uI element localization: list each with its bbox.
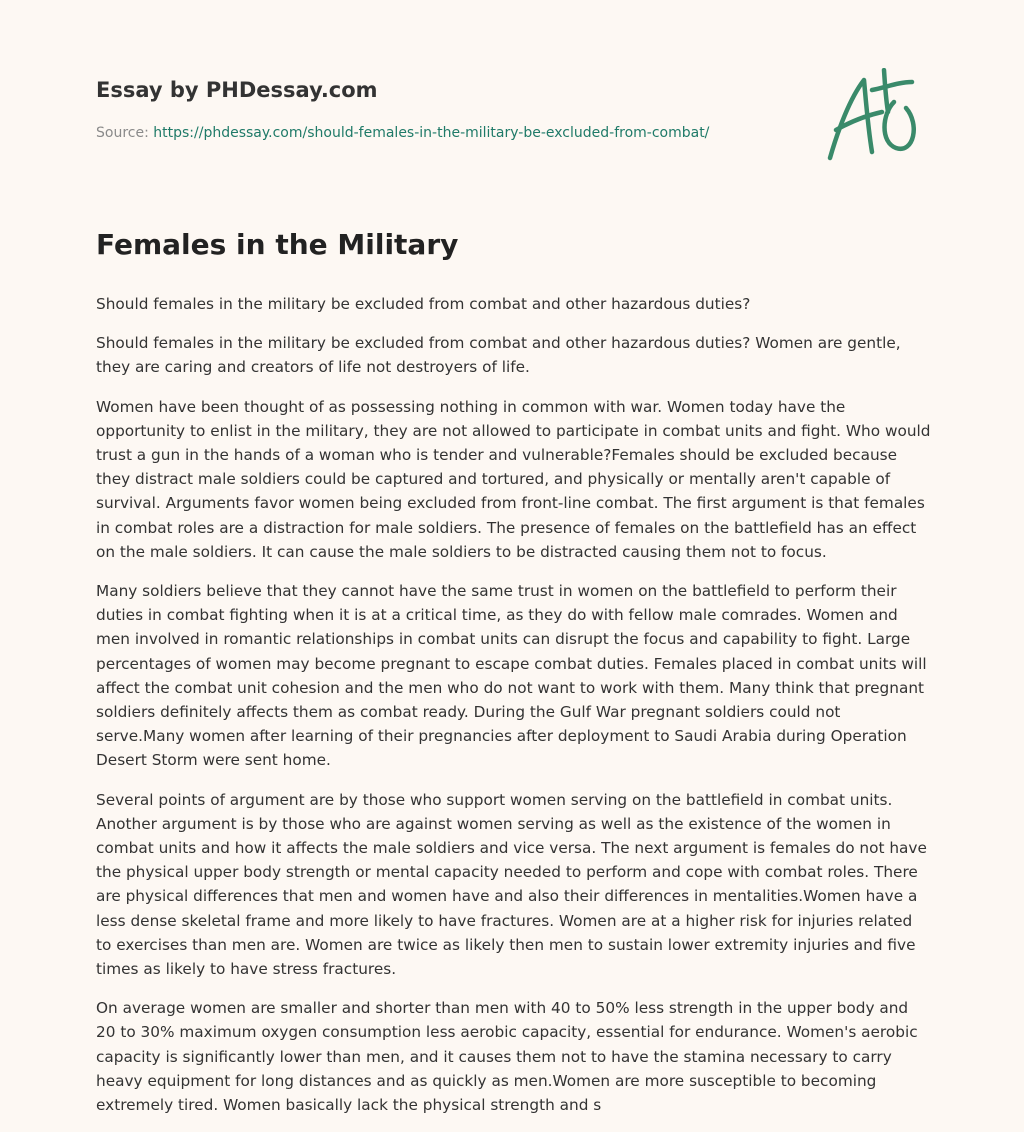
source-link[interactable]: https://phdessay.com/should-females-in-the-military-be-excluded-from-combat/ bbox=[153, 125, 710, 141]
essay-paragraph: Women have been thought of as possessing nothing in common with war. Women today have the opportunity to enlist in the military, they are not allowed to participate in combat units and fight. Who would trust a gun in the hands of a woman who is tender and vulnerable?Females should be excluded because they distract male soldiers could be captured and tortured, and physically or mentally aren't capable of survival. Arguments favor women being excluded from front-line combat. The first argument is that females in combat roles are a distraction for male soldiers. The presence of females on the battlefield has an effect on the male soldiers. It can cause the male soldiers to be distracted causing them not to focus. bbox=[96, 397, 931, 561]
essay-paragraph: Many soldiers believe that they cannot have the same trust in women on the battlefield to perform their duties in combat fighting when it is at a critical time, as they do with fellow male comrades. Women and men involved in romantic relationships in combat units can disrupt the focus and capability to fight. Large percentages of women may become pregnant to escape combat duties. Females placed in combat units will affect the combat unit cohesion and the men who do not want to work with them. Many think that pregnant soldiers definitely affects them as combat ready. During the Gulf War pregnant soldiers could not serve.Many women after learning of their pregnancies after deployment to Saudi Arabia during Operation Desert Storm were sent home. bbox=[96, 582, 927, 770]
essay-title: Females in the Military bbox=[96, 228, 459, 261]
brand-title: Essay by PHDessay.com bbox=[96, 78, 378, 102]
page-header bbox=[96, 76, 796, 143]
a-plus-grade-icon bbox=[822, 68, 926, 164]
essay-paragraph: Should females in the military be excluded from combat and other hazardous duties? Women are gentle, they are caring and creators of life not destroyers of life. bbox=[96, 334, 901, 377]
essay-paragraph: Should females in the military be excluded from combat and other hazardous duties? bbox=[96, 295, 751, 313]
source-label: Source: bbox=[96, 125, 149, 141]
essay-paragraph: On average women are smaller and shorter than men with 40 to 50% less strength in the upper body and 20 to 30% maximum oxygen consumption less aerobic capacity, essential for endurance. Women's aerobic capacity is significantly lower than men, and it causes them not to have the stamina necessary to carry heavy equipment for long distances and as quickly as men.Women are more susceptible to becoming extremely tired. Women basically lack the physical strength and s bbox=[96, 999, 918, 1115]
essay-paragraph: Several points of argument are by those who support women serving on the battlefield in combat units. Another argument is by those who are against women serving as well as the existence of the women in combat units and how it affects the male soldiers and vice versa. The next argument is females do not have the physical upper body strength or mental capacity needed to perform and cope with combat roles. There are physical differences that men and women have and also their differences in mentalities.Women have a less dense skeletal frame and more likely to have fractures. Women are at a higher risk for injuries related to exercises than men are. Women are twice as likely then men to sustain lower extremity injuries and five times as likely to have stress fractures. bbox=[96, 790, 927, 979]
essay-body bbox=[96, 226, 932, 1132]
source-line bbox=[96, 123, 796, 143]
